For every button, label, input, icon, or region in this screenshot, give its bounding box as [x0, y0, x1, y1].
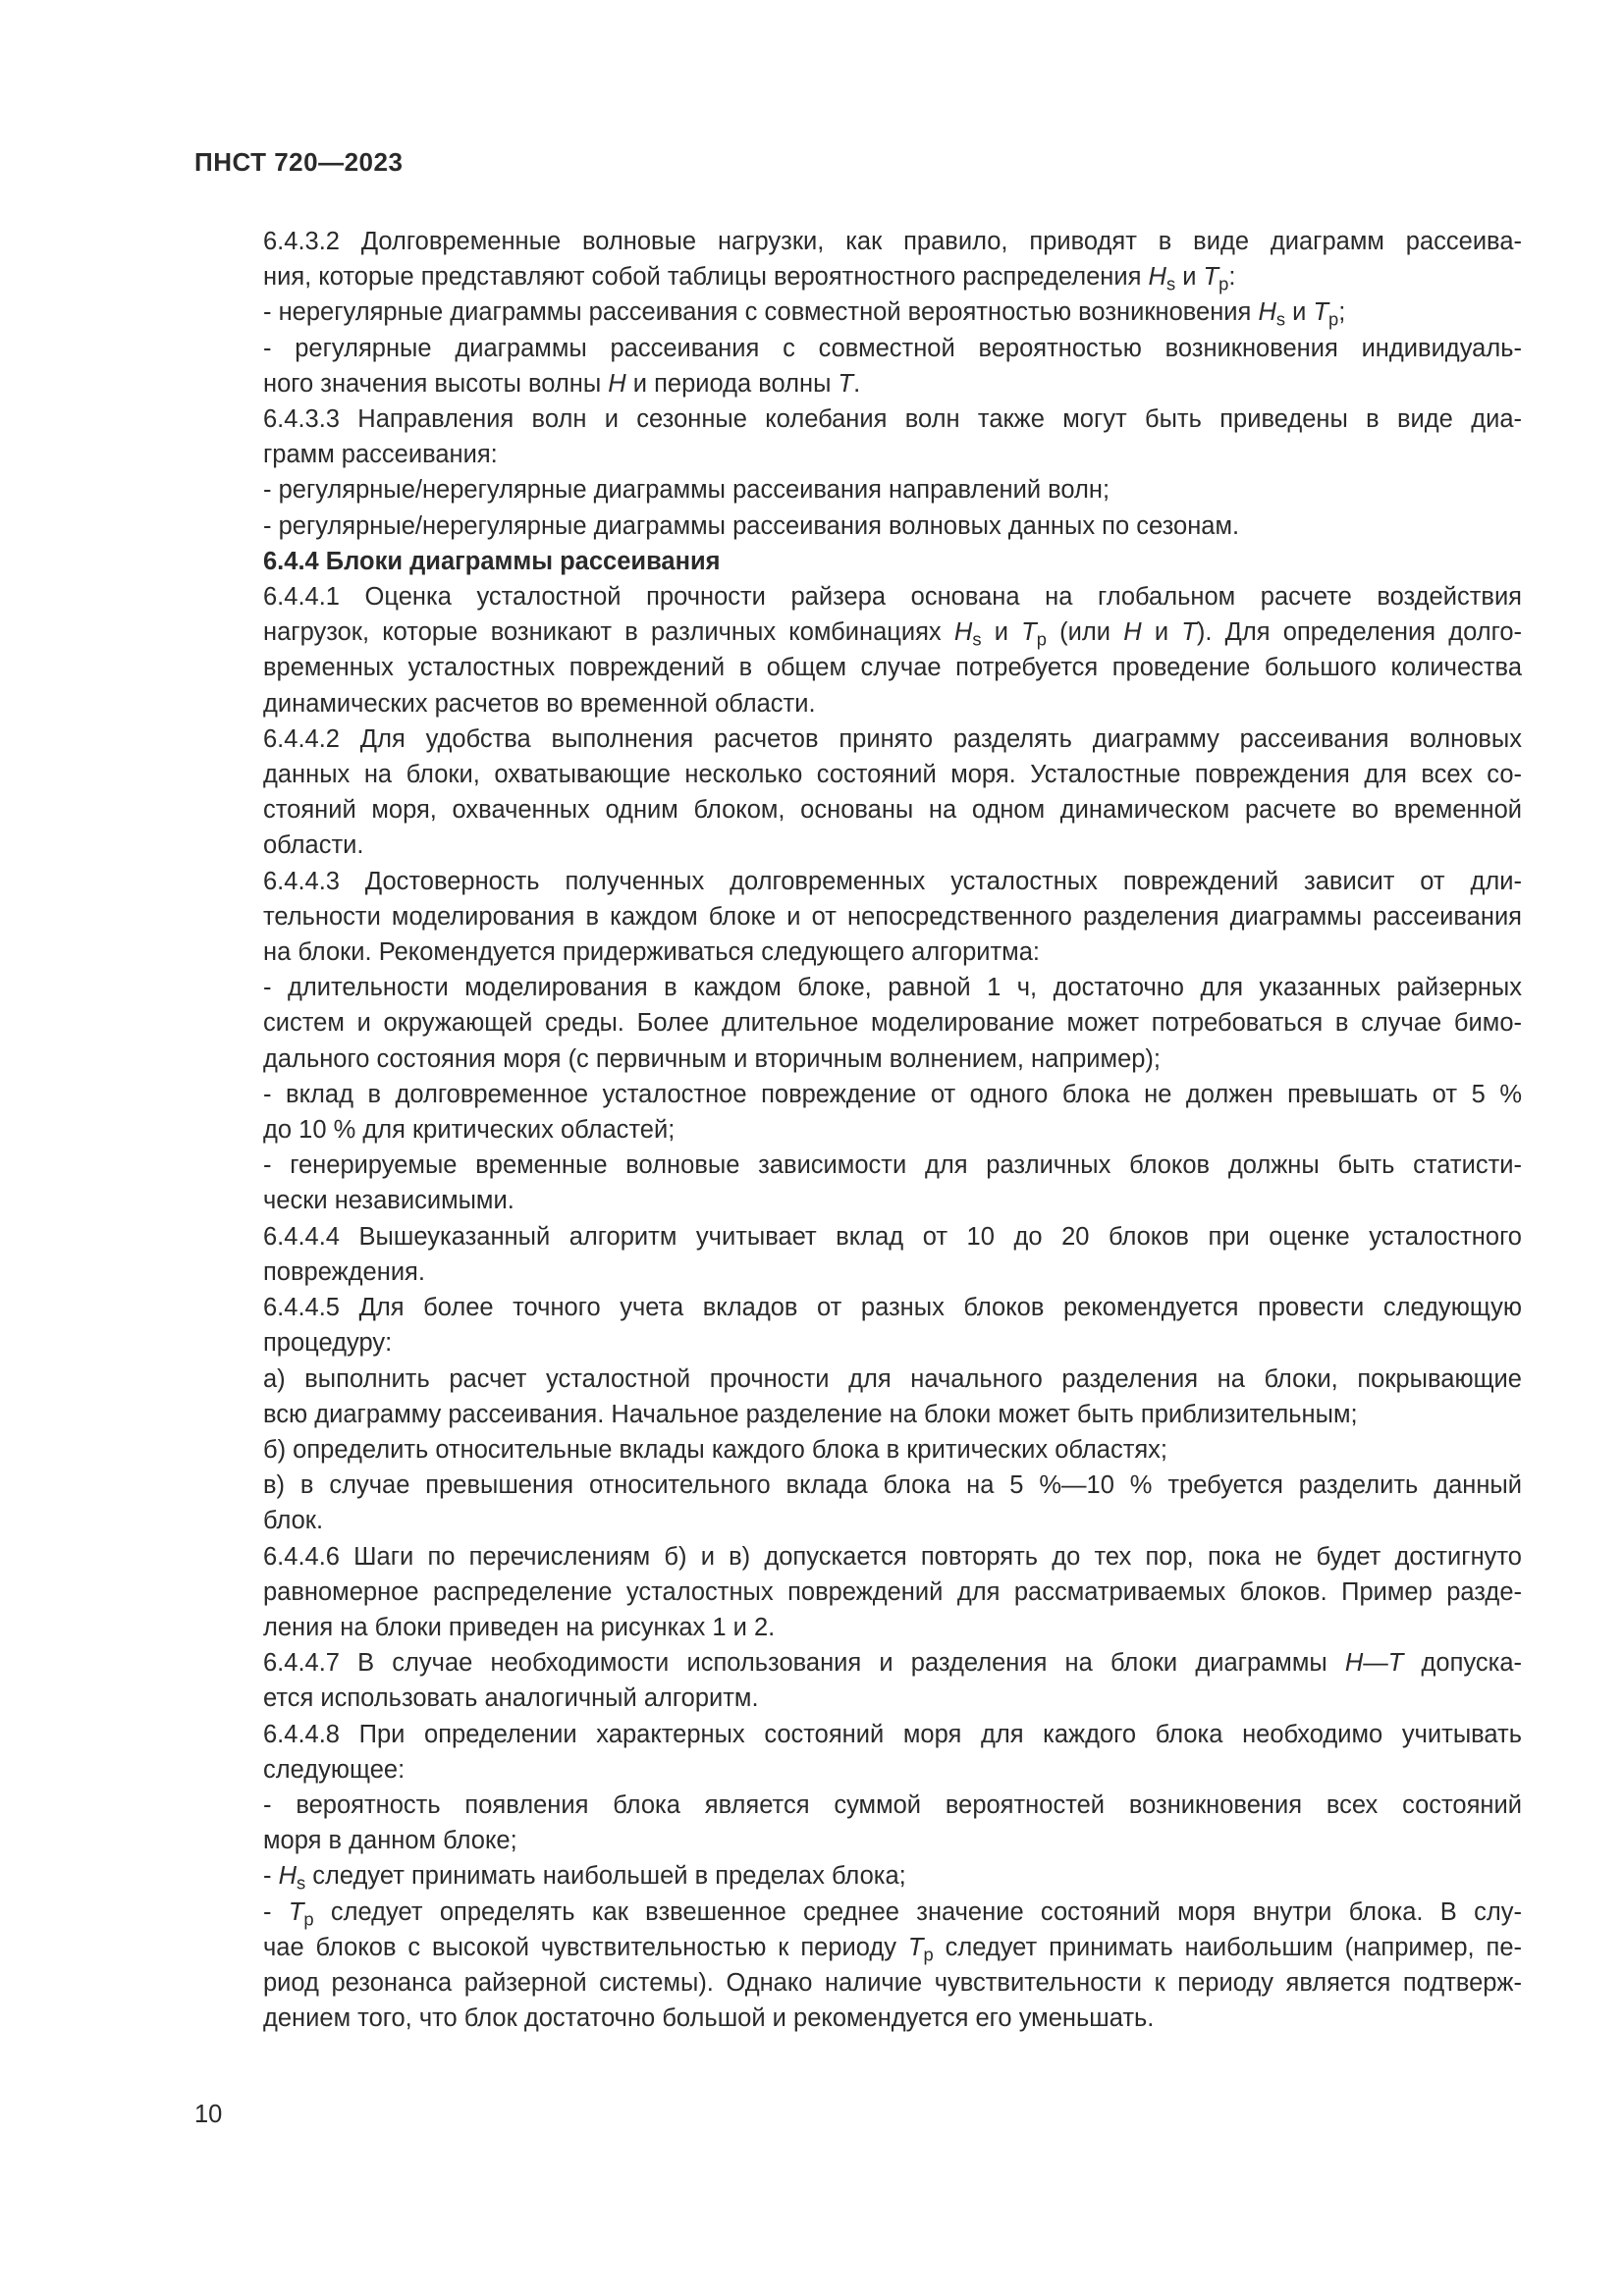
text-line: - вероятность появления блока является суммой вероятностей возникновения всех состояний	[263, 1790, 1522, 1819]
paragraph	[194, 1858, 1522, 1894]
paragraph	[194, 579, 1522, 721]
text-line: - нерегулярные диаграммы рассеивания с совместной вероятностью возникновения $H_s$ и $T_p$;	[263, 298, 1346, 330]
document-body	[194, 224, 1522, 2036]
text-line: 6.4.4.2 Для удобства выполнения расчетов принято разделять диаграмму рассеивания волновых	[263, 724, 1522, 753]
text-line: процедуру:	[263, 1329, 393, 1358]
text-line: следующее:	[263, 1755, 406, 1784]
text-line: равномерное распределение усталостных повреждений для рассматриваемых блоков. Пример разде-	[263, 1577, 1522, 1606]
text-line: тельности моделирования в каждом блоке и от непосредственного разделения диаграммы рассеивания	[263, 902, 1522, 931]
paragraph	[194, 864, 1522, 971]
text-line: грамм рассеивания:	[263, 441, 498, 469]
text-line: чае блоков с высокой чувствительностью к периоду $T_p$ следует принимать наибольшим (например, пе-	[263, 1933, 1522, 1965]
paragraph	[194, 508, 1522, 544]
text-line: нагрузок, которые возникают в различных комбинациях $H_s$ и $T_p$ (или H и T). Для определения долго-	[263, 618, 1523, 650]
text-line: 6.4.4.7 В случае необходимости использования и разделения на блоки диаграммы H—T допуска-	[263, 1649, 1522, 1678]
text-line: 6.4.4.3 Достоверность полученных долговременных усталостных повреждений зависит от дли-	[263, 867, 1522, 895]
paragraph	[194, 970, 1522, 1077]
text-line: области.	[263, 831, 364, 860]
paragraph	[194, 1788, 1522, 1858]
document-header: ПНСТ 720—2023	[194, 147, 404, 177]
text-line: - генерируемые временные волновые зависимости для различных блоков должны быть статисти-	[263, 1151, 1522, 1180]
text-line: а) выполнить расчет усталостной прочности для начального разделения на блоки, покрывающие	[263, 1364, 1522, 1393]
text-line: блок.	[263, 1507, 324, 1535]
text-line: - регулярные/нерегулярные диаграммы рассеивания направлений волн;	[263, 476, 1110, 505]
text-line: стояний моря, охваченных одним блоком, основаны на одном динамическом расчете во временной	[263, 796, 1522, 825]
text-line: динамических расчетов во временной области.	[263, 689, 816, 718]
paragraph	[194, 294, 1522, 330]
text-line: систем и окружающей среды. Более длительное моделирование может потребоваться в случае бимо-	[263, 1009, 1522, 1038]
text-line: 6.4.3.2 Долговременные волновые нагрузки, как правило, приводят в виде диаграмм рассеива-	[263, 228, 1522, 255]
text-line: моря в данном блоке;	[263, 1827, 517, 1855]
paragraph	[194, 401, 1522, 472]
paragraph	[194, 721, 1522, 864]
text-line: в) в случае превышения относительного вклада блока на 5 %—10 % требуется разделить данный	[263, 1471, 1522, 1500]
text-line: - длительности моделирования в каждом блоке, равной 1 ч, достаточно для указанных райзерных	[263, 974, 1522, 1002]
text-line: - вклад в долговременное усталостное повреждение от одного блока не должен превышать от 5 %	[263, 1080, 1522, 1108]
paragraph	[194, 1717, 1522, 1788]
paragraph	[194, 1539, 1522, 1646]
text-line: ления на блоки приведен на рисунках 1 и 2.	[263, 1613, 776, 1641]
text-line: - $H_s$ следует принимать наибольшей в пределах блока;	[263, 1862, 906, 1894]
section-heading	[194, 544, 1522, 579]
paragraph	[194, 331, 1522, 401]
text-line: повреждения.	[263, 1257, 425, 1286]
text-line: всю диаграмму рассеивания. Начальное разделение на блоки может быть приблизительным;	[263, 1400, 1358, 1428]
paragraph	[194, 1645, 1522, 1716]
text-line: 6.4.4.4 Вышеуказанный алгоритм учитывает вклад от 10 до 20 блоков при оценке усталостного	[263, 1222, 1522, 1251]
text-line: чески независимыми.	[263, 1187, 514, 1215]
paragraph	[194, 1432, 1522, 1468]
text-line: ного значения высоты волны H и периода волны T.	[263, 369, 861, 398]
text-line: - регулярные диаграммы рассеивания с совместной вероятностью возникновения индивидуаль-	[263, 334, 1522, 362]
text-line: дального состояния моря (с первичным и вторичным волнением, например);	[263, 1044, 1162, 1073]
text-line: ния, которые представляют собой таблицы вероятностного распределения $H_s$ и $T_p$:	[263, 263, 1236, 294]
text-line: 6.4.3.3 Направления волн и сезонные колебания волн также могут быть приведены в виде диа-	[263, 405, 1522, 434]
text-line: на блоки. Рекомендуется придерживаться следующего алгоритма:	[263, 938, 1040, 967]
text-line: дением того, что блок достаточно большой и рекомендуется его уменьшать.	[263, 2004, 1155, 2033]
paragraph	[194, 1895, 1522, 2037]
paragraph	[194, 1077, 1522, 1148]
text-line: - регулярные/нерегулярные диаграммы рассеивания волновых данных по сезонам.	[263, 511, 1240, 540]
paragraph	[194, 1148, 1522, 1218]
paragraph	[194, 1468, 1522, 1538]
paragraph	[194, 224, 1522, 294]
paragraph	[194, 1362, 1522, 1432]
page-number: 10	[194, 2101, 223, 2128]
text-line: - $T_p$ следует определять как взвешенное среднее значение состояний моря внутри блока. В слу-	[263, 1897, 1522, 1930]
text-line: 6.4.4.8 При определении характерных состояний моря для каждого блока необходимо учитывать	[263, 1720, 1522, 1748]
text-line: ется использовать аналогичный алгоритм.	[263, 1684, 759, 1713]
text-line: 6.4.4.1 Оценка усталостной прочности райзера основана на глобальном расчете воздействия	[263, 583, 1522, 612]
text-line: временных усталостных повреждений в общем случае потребуется проведение большого количества	[263, 654, 1522, 682]
text-line: данных на блоки, охватывающие несколько состояний моря. Усталостные повреждения для всех со-	[263, 761, 1522, 789]
text-line: риод резонанса райзерной системы). Однако наличие чувствительности к периоду является подтверж-	[263, 1968, 1522, 1997]
text-line: до 10 % для критических областей;	[263, 1116, 676, 1145]
paragraph	[194, 1219, 1522, 1290]
text-line: б) определить относительные вклады каждого блока в критических областях;	[263, 1435, 1168, 1464]
paragraph	[194, 472, 1522, 507]
text-line: 6.4.4.6 Шаги по перечислениям б) и в) допускается повторять до тех пор, пока не будет достигнуто	[263, 1542, 1522, 1571]
text-line: 6.4.4 Блоки диаграммы рассеивания	[263, 547, 721, 575]
paragraph	[194, 1290, 1522, 1361]
text-line: 6.4.4.5 Для более точного учета вкладов от разных блоков рекомендуется провести следующую	[263, 1294, 1522, 1322]
